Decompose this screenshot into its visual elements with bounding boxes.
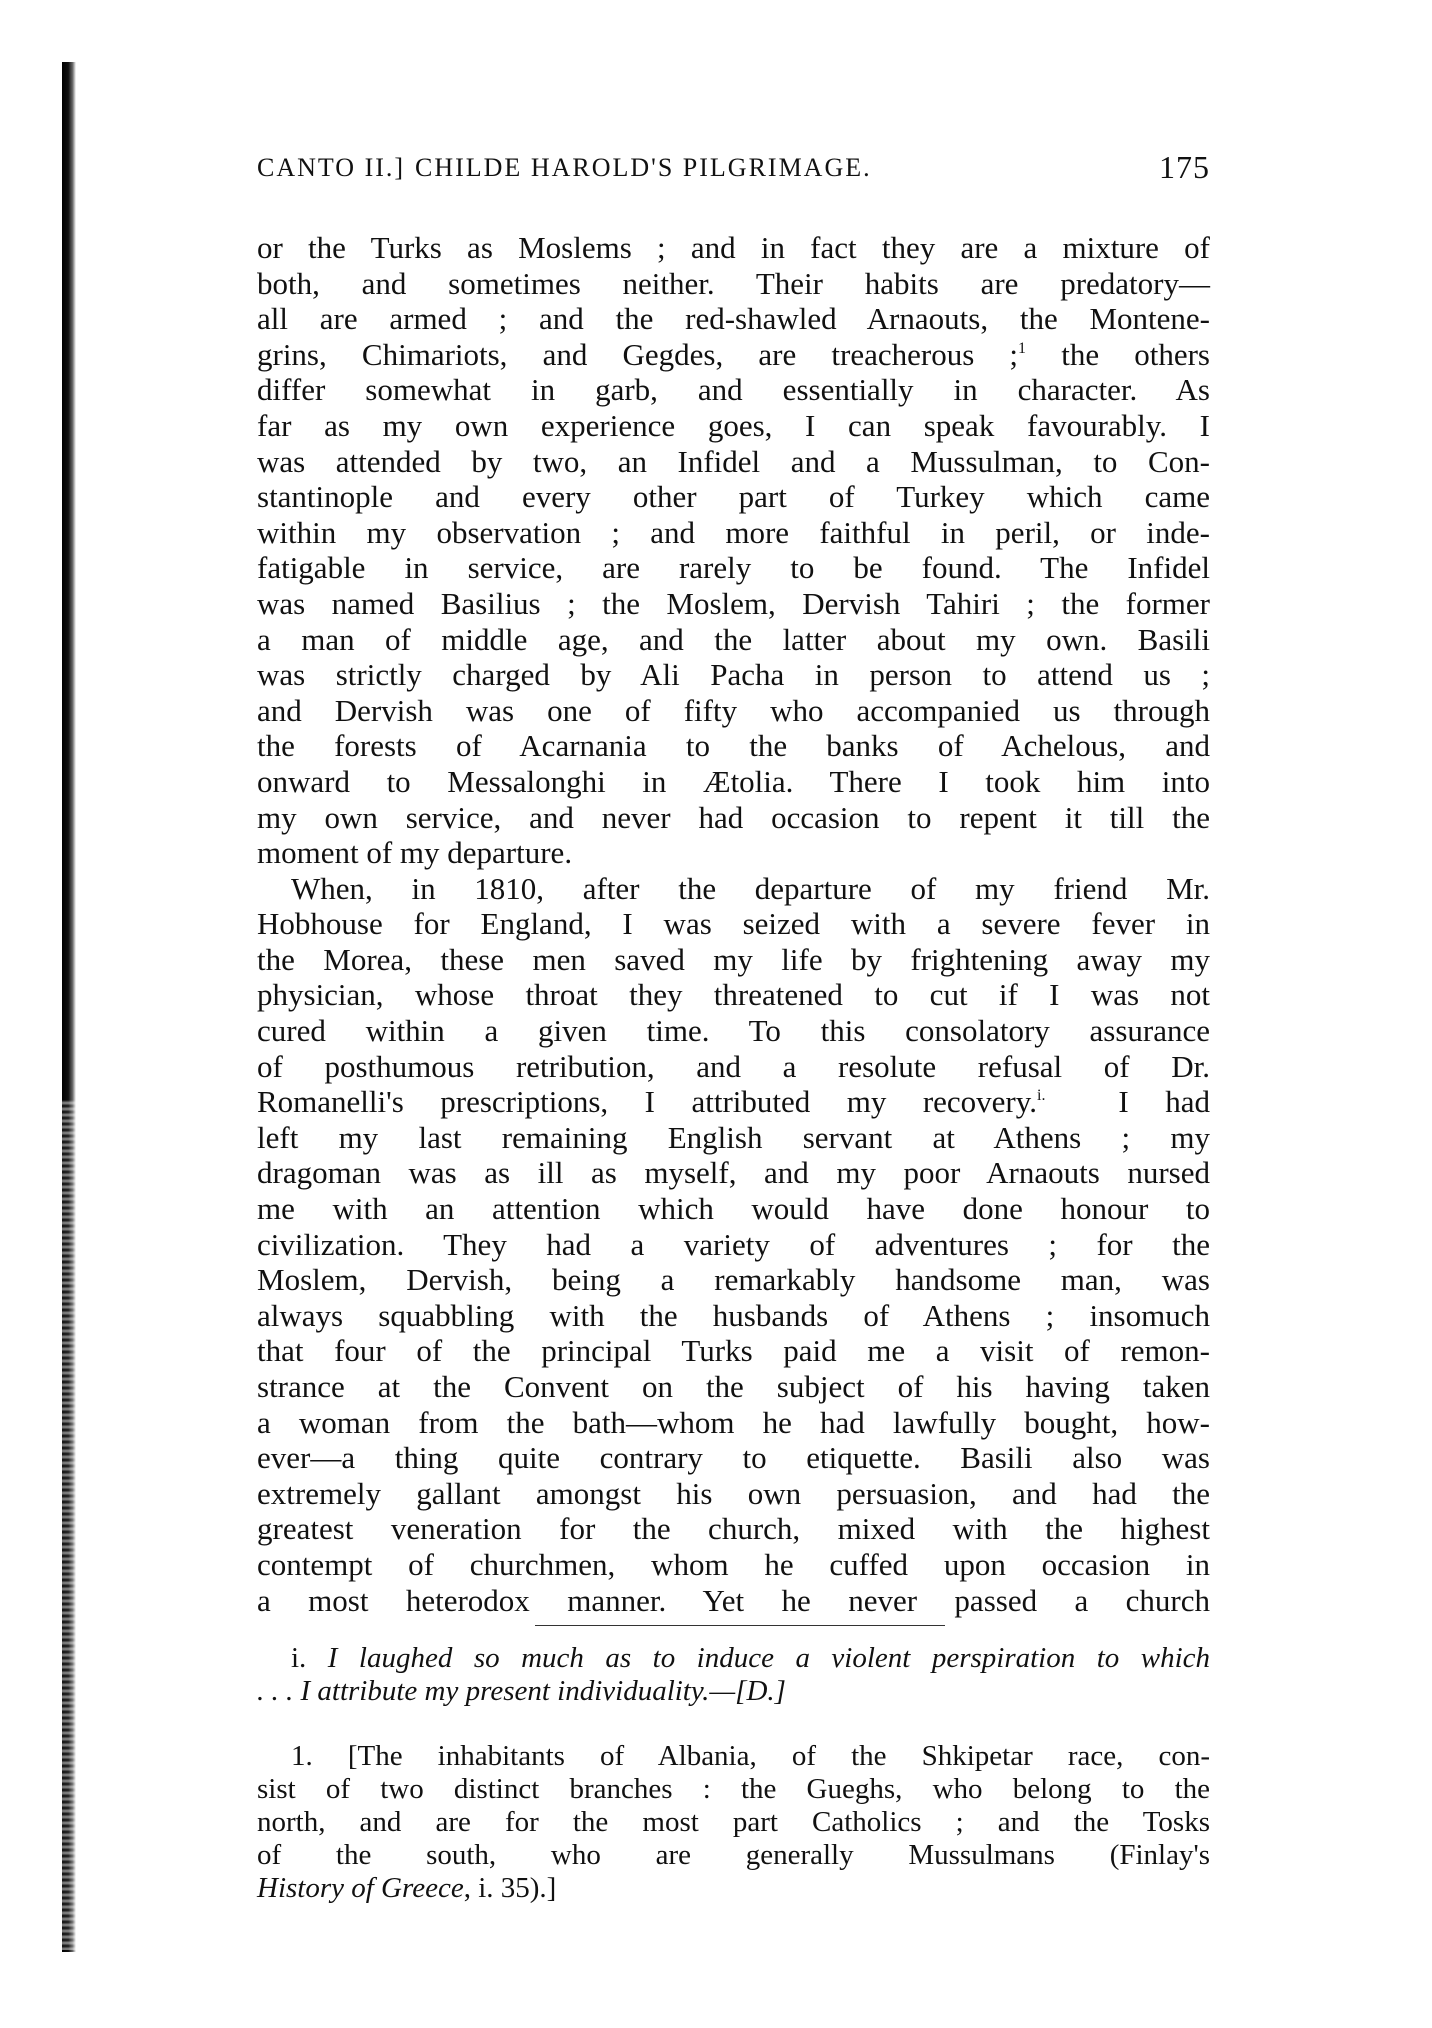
footnote-line: . . . I attribute my present individuality.—[D.]: [257, 1675, 786, 1707]
footnote-ref-i[interactable]: i.: [1037, 1087, 1046, 1105]
running-header: [257, 149, 1210, 193]
text-line: cured within a given time. To this consolatory assurance: [257, 1013, 1210, 1049]
text-line: a man of middle age, and the latter about my own. Basili: [257, 621, 1210, 657]
text-line: that four of the principal Turks paid me a visit of remon-: [257, 1333, 1210, 1369]
text-line: all are armed ; and the red-shawled Arnaouts, the Montene-: [257, 301, 1210, 337]
text-line: far as my own experience goes, I can speak favourably. I: [257, 407, 1210, 443]
text-segment: I had: [1118, 1084, 1210, 1120]
text-line: strance at the Convent on the subject of his having taken: [257, 1369, 1210, 1404]
footnote-line: 1. [The inhabitants of Albania, of the Shkipetar race, con-: [291, 1740, 1210, 1772]
text-line: left my last remaining English servant at Athens ; my: [257, 1119, 1210, 1155]
text-line: within my observation ; and more faithful in peril, or inde-: [257, 514, 1210, 550]
book-title: CHILDE HAROLD'S PILGRIMAGE.: [415, 153, 872, 182]
text-line: me with an attention which would have done honour to: [257, 1191, 1210, 1227]
text-line: physician, whose throat they threatened to cut if I was not: [257, 977, 1210, 1013]
text-line: both, and sometimes neither. Their habits are predatory—: [257, 265, 1210, 301]
footnote-text: I laughed so much as to induce a violent perspiration to which: [327, 1642, 1210, 1674]
text-line: the Morea, these men saved my life by frightening away my: [257, 941, 1210, 977]
text-line: extremely gallant amongst his own persuasion, and had the: [257, 1475, 1210, 1511]
canto-label: CANTO II.]: [257, 153, 406, 182]
body-text: [257, 230, 1210, 1618]
citation-tail: , i. 35).]: [463, 1872, 557, 1904]
text-line: always squabbling with the husbands of Athens ; insomuch: [257, 1297, 1210, 1333]
text-line: civilization. They had a variety of adventures ; for the: [257, 1226, 1210, 1262]
text-line: moment of my departure.: [257, 835, 573, 871]
text-line: Moslem, Dervish, being a remarkably handsome man, was: [257, 1262, 1210, 1298]
text-segment: the others: [1061, 336, 1210, 372]
text-line: or the Turks as Moslems ; and in fact they are a mixture of: [257, 230, 1210, 265]
text-line: was named Basilius ; the Moslem, Dervish Tahiri ; the former: [257, 585, 1210, 621]
text-line: dragoman was as ill as myself, and my poor Arnaouts nursed: [257, 1155, 1210, 1191]
footnote-line: of the south, who are generally Mussulmans (Finlay's: [257, 1839, 1210, 1871]
text-line: a most heterodox manner. Yet he never passed a church: [257, 1582, 1210, 1618]
page-number: 175: [1159, 149, 1210, 185]
footnote-divider: [535, 1625, 945, 1626]
text-line: ever—a thing quite contrary to etiquette. Basili also was: [257, 1440, 1210, 1476]
text-line: greatest veneration for the church, mixed with the highest: [257, 1511, 1210, 1547]
footnote-line: [257, 1872, 1210, 1905]
text-line: a woman from the bath—whom he had lawfully bought, how-: [257, 1404, 1210, 1440]
text-line: When, in 1810, after the departure of my friend Mr.: [291, 870, 1210, 906]
text-line: Hobhouse for England, I was seized with a severe fever in: [257, 906, 1210, 942]
text-line: fatigable in service, are rarely to be found. The Infidel: [257, 550, 1210, 586]
footnote-i: [257, 1642, 1210, 1708]
footnote-line: [257, 1642, 1210, 1675]
footnote-ref-1[interactable]: 1: [1018, 339, 1027, 357]
text-segment: Romanelli's prescriptions, I attributed my recovery.: [257, 1084, 1037, 1120]
text-line: differ somewhat in garb, and essentially in character. As: [257, 372, 1210, 408]
text-line-with-footnote-ref: [257, 1084, 1210, 1120]
text-segment: grins, Chimariots, and Gegdes, are treacherous ;: [257, 336, 1019, 372]
citation-title: History of Greece: [257, 1872, 464, 1904]
footnote-1: [257, 1740, 1210, 1905]
footnote-marker: i.: [291, 1642, 307, 1674]
text-line: was strictly charged by Ali Pacha in person to attend us ;: [257, 657, 1210, 693]
text-line-with-footnote-ref: [257, 337, 1210, 373]
text-line: my own service, and never had occasion to repent it till the: [257, 799, 1210, 835]
text-line: onward to Messalonghi in Ætolia. There I took him into: [257, 763, 1210, 799]
footnote-line: sist of two distinct branches : the Gueghs, who belong to the: [257, 1773, 1210, 1805]
book-gutter-fade: [58, 1100, 82, 1950]
text-line: the forests of Acarnania to the banks of Achelous, and: [257, 728, 1210, 764]
text-line: and Dervish was one of fifty who accompanied us through: [257, 692, 1210, 728]
footnote-line: north, and are for the most part Catholics ; and the Tosks: [257, 1806, 1210, 1838]
text-line: stantinople and every other part of Turkey which came: [257, 479, 1210, 515]
text-line: was attended by two, an Infidel and a Mussulman, to Con-: [257, 443, 1210, 479]
text-line: of posthumous retribution, and a resolute refusal of Dr.: [257, 1048, 1210, 1084]
text-line: contempt of churchmen, whom he cuffed upon occasion in: [257, 1546, 1210, 1582]
